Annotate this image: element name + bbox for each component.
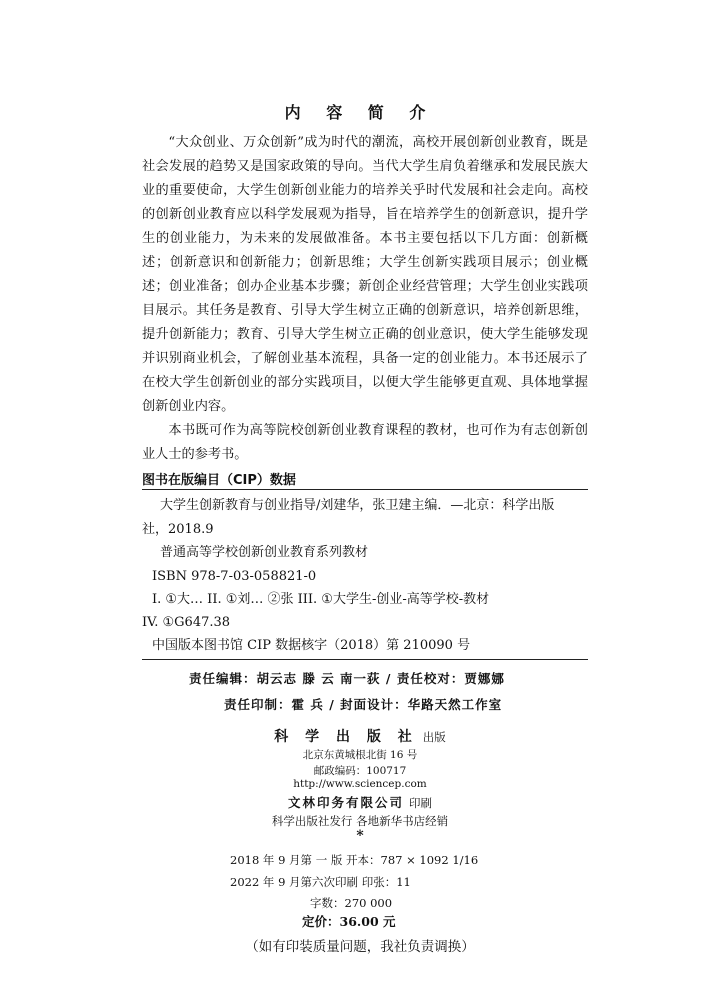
summary-paragraph-2: 本书既可作为高等院校创新创业教育课程的教材，也可作为有志创新创业人士的参考书。 — [142, 423, 588, 462]
quality-notice: （如有印装质量问题，我社负责调换） — [245, 939, 475, 955]
publisher-url: http://www.sciencep.com — [293, 778, 427, 790]
printer-suffix: 印刷 — [409, 796, 433, 810]
cip-line-5: I. ①大… II. ①刘… ②张 III. ①大学生-创业-高等学校-教材 — [152, 592, 490, 607]
cip-line-3: 普通高等学校创新创业教育系列教材 — [160, 545, 369, 560]
publisher-name: 科 学 出 版 社 — [274, 729, 418, 745]
summary-paragraph-1: “大众创业、万众创新”成为时代的潮流，高校开展创新创业教育，既是社会发展的趋势又是国家政策的导向。当代大学生肩负着继承和发展民族大业的重要使命，大学生创新创业能力的培养关乎时代发展和社会走向。高校的创新创业教育应以科学发展观为指导，旨在培养学生的创新意识，提升学生的创业能力，为未来的发展做准备。本书主要包括以下几方面：创新概述；创新意识和创新能力；创新思维；大学生创新实践项目展示；创业概述；创业准备；创办企业基本步骤；新创企业经营管理；大学生创业实践项目展示。其任务是教育、引导大学生树立正确的创新意识，培养创新思维，提升创新能力；教育、引导大学生树立正确的创业意识，使大学生能够发现并识别商业机会，了解创业基本流程，具备一定的创业能力。本书还展示了在校大学生创新创业的部分实践项目，以便大学生能够更直观、具体地掌握创新创业内容。 — [142, 135, 588, 414]
summary-title: 内 容 简 介 — [284, 103, 436, 122]
publisher-address: 北京东黄城根北街 16 号 — [302, 749, 418, 761]
editor-credits: 责任编辑：胡云志 滕 云 南一荻 / 责任校对：贾娜娜 — [189, 671, 505, 686]
edition-line: 2018 年 9 月第 一 版 开本：787 × 1092 1/16 — [230, 853, 479, 867]
printing-line: 2022 年 9 月第六次印刷 印张：11 — [230, 875, 411, 889]
printer-name: 文林印务有限公司 — [287, 795, 404, 810]
separator-star: * — [356, 828, 364, 844]
price-line: 定价：36.00 元 — [302, 914, 396, 929]
cip-line-6: IV. ①G647.38 — [142, 615, 231, 630]
cip-line-1: 大学生创新教育与创业指导/刘建华，张卫建主编．—北京：科学出版 — [160, 498, 555, 513]
wordcount-line: 字数：270 000 — [310, 896, 393, 910]
cip-heading: 图书在版编目（CIP）数据 — [142, 473, 296, 488]
cip-bottom-rule — [142, 659, 588, 660]
cip-approval: 中国版本图书馆 CIP 数据核字（2018）第 210090 号 — [152, 638, 471, 653]
publisher-line — [0, 726, 720, 746]
publisher-suffix: 出版 — [422, 730, 446, 744]
cip-line-2: 社，2018.9 — [142, 522, 214, 537]
distribution-line: 科学出版社发行 各地新华书店经销 — [271, 814, 449, 828]
cip-line-4: ISBN 978-7-03-058821-0 — [152, 569, 317, 584]
printer-line — [0, 792, 720, 811]
summary-body — [142, 131, 588, 467]
cip-top-rule — [142, 489, 588, 490]
production-credits: 责任印制：霍 兵 / 封面设计：华路天然工作室 — [224, 697, 503, 712]
publisher-postcode: 邮政编码：100717 — [313, 765, 407, 777]
